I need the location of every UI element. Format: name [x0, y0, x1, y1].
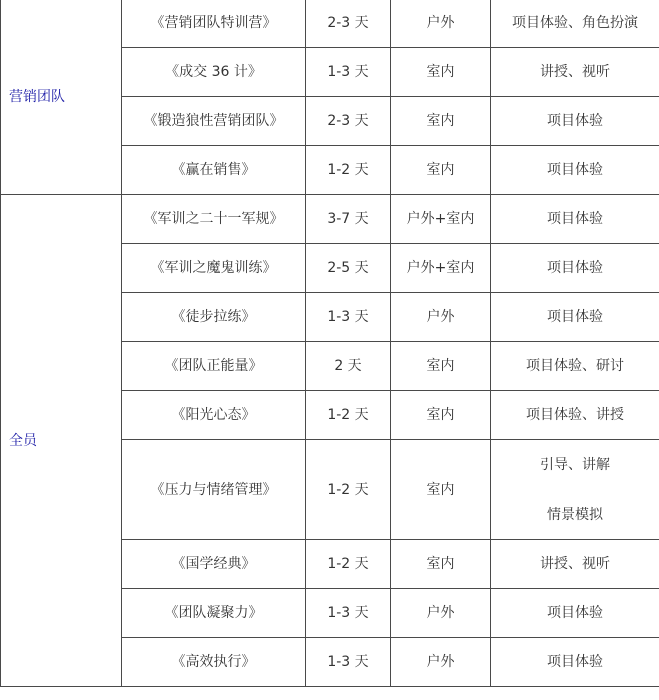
course-location-cell: 户外 — [391, 293, 491, 342]
course-method-line: 引导、讲解 — [540, 456, 610, 473]
table-row — [1, 0, 659, 48]
course-days-cell: 2 天 — [306, 342, 391, 391]
table-row — [1, 195, 659, 244]
course-method-cell: 项目体验、角色扮演 — [491, 0, 659, 48]
course-name-cell: 《营销团队特训营》 — [122, 0, 306, 48]
target-group-label: 全员 — [9, 432, 37, 449]
course-method-cell: 项目体验、讲授 — [491, 391, 659, 440]
course-method-cell: 项目体验 — [491, 97, 659, 146]
course-location-cell: 户外+室内 — [391, 195, 491, 244]
course-location-cell: 室内 — [391, 440, 491, 540]
target-group-cell — [1, 195, 122, 687]
target-group-label: 营销团队 — [9, 88, 65, 105]
course-days-cell: 3-7 天 — [306, 195, 391, 244]
course-location-cell: 室内 — [391, 48, 491, 97]
course-method-cell: 项目体验 — [491, 244, 659, 293]
course-days-cell: 1-3 天 — [306, 48, 391, 97]
course-days-cell: 1-2 天 — [306, 146, 391, 195]
course-location-cell: 室内 — [391, 540, 491, 589]
course-location-cell: 户外 — [391, 0, 491, 48]
course-days-cell: 2-5 天 — [306, 244, 391, 293]
line-spacer — [491, 475, 659, 505]
course-name-cell: 《徒步拉练》 — [122, 293, 306, 342]
course-name-cell: 《军训之魔鬼训练》 — [122, 244, 306, 293]
course-method-cell: 讲授、视听 — [491, 540, 659, 589]
course-name-cell: 《团队正能量》 — [122, 342, 306, 391]
course-method-cell: 项目体验、研讨 — [491, 342, 659, 391]
course-days-cell: 1-3 天 — [306, 589, 391, 638]
course-name-cell: 《成交 36 计》 — [122, 48, 306, 97]
course-method-cell: 讲授、视听 — [491, 48, 659, 97]
course-name-cell: 《高效执行》 — [122, 638, 306, 687]
course-name-cell: 《赢在销售》 — [122, 146, 306, 195]
course-method-cell: 项目体验 — [491, 589, 659, 638]
course-days-cell: 2-3 天 — [306, 97, 391, 146]
course-days-cell: 1-2 天 — [306, 391, 391, 440]
course-location-cell: 户外+室内 — [391, 244, 491, 293]
course-days-cell: 2-3 天 — [306, 0, 391, 48]
course-method-cell: 项目体验 — [491, 146, 659, 195]
course-location-cell: 室内 — [391, 97, 491, 146]
course-location-cell: 户外 — [391, 638, 491, 687]
course-days-cell: 1-2 天 — [306, 440, 391, 540]
course-days-cell: 1-3 天 — [306, 638, 391, 687]
course-days-cell: 1-3 天 — [306, 293, 391, 342]
course-name-cell: 《军训之二十一军规》 — [122, 195, 306, 244]
course-days-cell: 1-2 天 — [306, 540, 391, 589]
course-name-cell: 《锻造狼性营销团队》 — [122, 97, 306, 146]
course-location-cell: 室内 — [391, 342, 491, 391]
course-name-cell: 《国学经典》 — [122, 540, 306, 589]
course-name-cell: 《团队凝聚力》 — [122, 589, 306, 638]
course-name-cell: 《压力与情绪管理》 — [122, 440, 306, 540]
course-method-cell — [491, 440, 659, 540]
course-method-cell: 项目体验 — [491, 195, 659, 244]
course-name-cell: 《阳光心态》 — [122, 391, 306, 440]
course-location-cell: 户外 — [391, 589, 491, 638]
course-method-line: 情景模拟 — [547, 506, 603, 523]
course-location-cell: 室内 — [391, 391, 491, 440]
target-group-cell — [1, 0, 122, 195]
course-method-cell: 项目体验 — [491, 638, 659, 687]
course-location-cell: 室内 — [391, 146, 491, 195]
course-method-cell: 项目体验 — [491, 293, 659, 342]
